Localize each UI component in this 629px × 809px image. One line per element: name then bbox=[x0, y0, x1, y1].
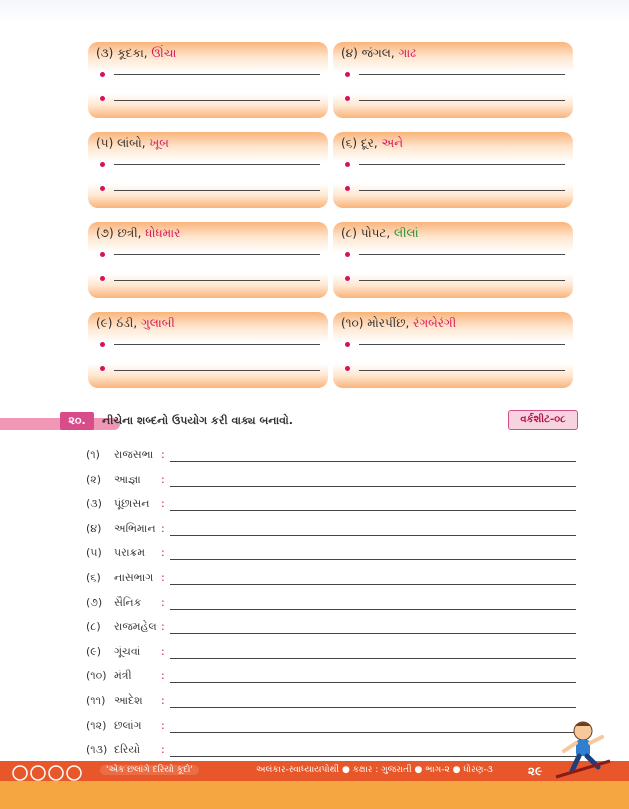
answer-line[interactable] bbox=[114, 74, 320, 75]
word-pair-separator: , bbox=[133, 316, 141, 330]
swirl-ornament-icon bbox=[8, 763, 88, 783]
footer-tagline: 'એક છલાંગે દરિયો કૂદો' bbox=[100, 765, 199, 775]
sentence-row bbox=[86, 473, 576, 495]
row-number: (૧૦) bbox=[86, 669, 107, 683]
row-word: પરાક્રમ bbox=[114, 546, 146, 560]
word-pair-heading bbox=[341, 226, 419, 241]
word-pair-separator: , bbox=[137, 226, 146, 240]
bullet-icon bbox=[100, 276, 105, 281]
word-pair-adjective: ગુલાબી bbox=[140, 316, 175, 330]
row-word: નાસભાગ bbox=[114, 571, 154, 584]
word-pair-noun: દૂર bbox=[360, 136, 374, 150]
sentence-answer-line[interactable] bbox=[170, 609, 576, 610]
footer-lower-band bbox=[0, 781, 629, 809]
footer-publication-info: અલંકાર-સ્વાધ્યાયપોથી ● કક્ષાર : ગુજરાતી ● ભાગ-૨ ● ધોરણ-૩ bbox=[256, 765, 493, 775]
bullet-icon bbox=[100, 162, 105, 167]
bullet-icon bbox=[345, 186, 350, 191]
answer-line[interactable] bbox=[359, 100, 565, 101]
row-number: (૯) bbox=[86, 644, 102, 658]
word-pair-box bbox=[88, 222, 328, 298]
word-pair-box bbox=[88, 42, 328, 118]
row-colon: : bbox=[161, 694, 165, 707]
word-pair-box bbox=[333, 312, 573, 388]
row-number: (૫) bbox=[86, 546, 102, 560]
answer-line[interactable] bbox=[359, 164, 565, 165]
word-pair-number: (૭) bbox=[96, 226, 114, 240]
row-colon: : bbox=[161, 472, 165, 486]
sentence-answer-line[interactable] bbox=[170, 707, 576, 708]
word-pair-adjective: ધોધમાર bbox=[145, 226, 181, 240]
row-colon: : bbox=[161, 743, 165, 757]
word-pair-number: (૪) bbox=[341, 46, 358, 60]
bullet-icon bbox=[100, 342, 105, 347]
row-number: (૧) bbox=[86, 448, 100, 461]
word-pair-adjective: લીલાં bbox=[394, 226, 419, 240]
sentence-answer-line[interactable] bbox=[170, 559, 576, 560]
bullet-icon bbox=[345, 366, 350, 371]
row-word: મંત્રી bbox=[114, 669, 132, 683]
answer-line[interactable] bbox=[114, 254, 320, 255]
sentence-row bbox=[86, 497, 576, 519]
sentence-answer-line[interactable] bbox=[170, 461, 576, 462]
sentence-answer-line[interactable] bbox=[170, 584, 576, 585]
sentence-answer-line[interactable] bbox=[170, 682, 576, 683]
word-pair-separator: , bbox=[373, 136, 382, 150]
row-number: (૮) bbox=[86, 620, 101, 634]
row-colon: : bbox=[161, 521, 165, 535]
word-pair-number: (૯) bbox=[96, 316, 113, 330]
sentence-answer-line[interactable] bbox=[170, 658, 576, 659]
row-colon: : bbox=[161, 448, 165, 461]
row-number: (૬) bbox=[86, 571, 101, 584]
sentence-answer-line[interactable] bbox=[170, 486, 576, 487]
word-pair-separator: , bbox=[143, 46, 152, 60]
row-word: આજ્ઞા bbox=[114, 472, 141, 486]
row-word: રાજસભા bbox=[114, 448, 154, 461]
bullet-icon bbox=[345, 162, 350, 167]
word-pair-adjective: રંગબેરંગી bbox=[413, 316, 457, 330]
row-number: (૩) bbox=[86, 497, 102, 511]
word-pair-noun: છત્રી bbox=[117, 226, 138, 240]
word-pair-number: (૫) bbox=[96, 136, 114, 150]
row-colon: : bbox=[161, 546, 165, 560]
row-number: (૧૨) bbox=[86, 718, 107, 732]
bullet-icon bbox=[345, 96, 350, 101]
word-pair-heading bbox=[341, 136, 403, 151]
answer-line[interactable] bbox=[114, 344, 320, 345]
word-pair-number: (૬) bbox=[341, 136, 358, 150]
word-pair-box bbox=[333, 132, 573, 208]
word-pair-box bbox=[88, 312, 328, 388]
row-word: સૈનિક bbox=[114, 595, 142, 609]
answer-line[interactable] bbox=[114, 280, 320, 281]
answer-line[interactable] bbox=[114, 164, 320, 165]
word-pair-noun: પોપટ bbox=[360, 226, 387, 240]
bullet-icon bbox=[345, 276, 350, 281]
row-colon: : bbox=[161, 620, 165, 634]
word-pair-heading bbox=[341, 316, 456, 331]
sentence-row bbox=[86, 546, 576, 568]
word-pair-adjective: ઊંચા bbox=[151, 46, 177, 60]
sentence-answer-line[interactable] bbox=[170, 535, 576, 536]
row-word: ગૂંચવાં bbox=[114, 644, 141, 658]
word-pair-separator: , bbox=[141, 136, 150, 150]
word-pair-adjective: ખૂબ bbox=[149, 136, 169, 150]
answer-line[interactable] bbox=[114, 100, 320, 101]
word-pair-heading bbox=[96, 226, 180, 241]
bullet-icon bbox=[345, 252, 350, 257]
row-colon: : bbox=[161, 718, 165, 732]
word-pair-heading bbox=[96, 136, 169, 151]
word-pair-box bbox=[88, 132, 328, 208]
sentence-row bbox=[86, 596, 576, 618]
answer-line[interactable] bbox=[359, 370, 565, 371]
top-edge bbox=[0, 0, 629, 24]
word-pair-separator: , bbox=[405, 316, 414, 330]
word-pair-heading bbox=[96, 46, 176, 61]
row-colon: : bbox=[161, 595, 165, 609]
answer-line[interactable] bbox=[359, 254, 565, 255]
row-word: રાજમહેલ bbox=[114, 620, 157, 634]
page-number: ૨૯ bbox=[527, 764, 543, 778]
row-word: છલાંગ bbox=[114, 718, 142, 732]
row-number: (૭) bbox=[86, 595, 103, 609]
question-number: ૨૦. bbox=[60, 412, 94, 430]
sentence-answer-line[interactable] bbox=[170, 510, 576, 511]
answer-line[interactable] bbox=[359, 280, 565, 281]
answer-line[interactable] bbox=[114, 190, 320, 191]
row-number: (૧૩) bbox=[86, 743, 108, 757]
word-pair-number: (૩) bbox=[96, 46, 114, 60]
row-colon: : bbox=[161, 571, 165, 584]
answer-line[interactable] bbox=[359, 344, 565, 345]
sentence-row bbox=[86, 645, 576, 667]
word-pair-adjective: ગાઢ bbox=[398, 46, 417, 60]
row-number: (૧૧) bbox=[86, 694, 106, 707]
bullet-icon bbox=[345, 342, 350, 347]
word-pair-noun: જંગલ bbox=[361, 46, 391, 60]
row-colon: : bbox=[161, 669, 165, 683]
sentence-row bbox=[86, 571, 576, 593]
word-pair-separator: , bbox=[386, 226, 394, 240]
word-pair-number: (૮) bbox=[341, 226, 357, 240]
row-word: પૂંછાસન bbox=[114, 497, 150, 511]
row-word: અભિમાન bbox=[114, 521, 156, 535]
row-number: (૨) bbox=[86, 472, 102, 486]
sentence-row bbox=[86, 448, 576, 470]
sentence-answer-line[interactable] bbox=[170, 633, 576, 634]
bullet-icon bbox=[100, 96, 105, 101]
word-pair-heading bbox=[341, 46, 416, 61]
word-pair-noun: મોરપીંછ bbox=[367, 316, 406, 330]
sentence-row bbox=[86, 669, 576, 691]
word-pair-heading bbox=[96, 316, 175, 331]
word-pair-noun: લાંબો bbox=[117, 136, 142, 150]
word-pair-separator: , bbox=[390, 46, 399, 60]
worksheet-badge: વર્કશીટ-૦૮ bbox=[508, 410, 578, 430]
word-pair-number: (૧૦) bbox=[341, 316, 364, 330]
sentence-row bbox=[86, 719, 576, 741]
answer-line[interactable] bbox=[359, 74, 565, 75]
answer-line[interactable] bbox=[359, 190, 565, 191]
question-instruction: નીચેના શબ્દનો ઉપયોગ કરી વાક્ય બનાવો. bbox=[102, 414, 293, 427]
row-colon: : bbox=[161, 497, 165, 511]
bullet-icon bbox=[100, 366, 105, 371]
bullet-icon bbox=[100, 186, 105, 191]
footer bbox=[0, 757, 629, 809]
row-number: (૪) bbox=[86, 521, 102, 535]
row-word: દરિયો bbox=[114, 743, 141, 757]
answer-line[interactable] bbox=[114, 370, 320, 371]
bullet-icon bbox=[345, 72, 350, 77]
row-colon: : bbox=[161, 644, 165, 658]
question-header bbox=[60, 412, 580, 432]
sentence-row bbox=[86, 620, 576, 642]
word-pair-adjective: અને bbox=[381, 136, 404, 150]
word-pair-box bbox=[333, 222, 573, 298]
sentence-answer-line[interactable] bbox=[170, 732, 576, 733]
word-pair-box bbox=[333, 42, 573, 118]
bullet-icon bbox=[100, 252, 105, 257]
word-pair-noun: કૂદકા bbox=[117, 46, 144, 60]
word-pair-noun: ઠંડી bbox=[116, 316, 134, 330]
row-word: આદેશ bbox=[114, 694, 143, 707]
sentence-row bbox=[86, 522, 576, 544]
bullet-icon bbox=[100, 72, 105, 77]
jumping-kid-illustration-icon bbox=[548, 717, 618, 787]
sentence-row bbox=[86, 694, 576, 716]
